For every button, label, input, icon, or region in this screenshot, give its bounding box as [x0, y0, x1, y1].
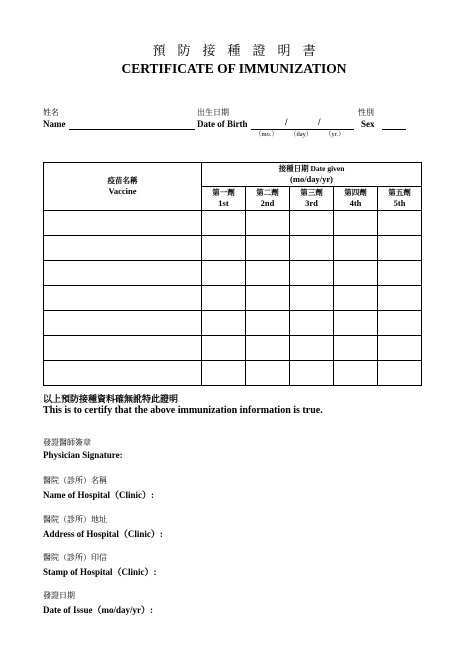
vaccine-name-cell[interactable] [44, 361, 202, 386]
dose-date-cell[interactable] [334, 286, 378, 311]
hospital-stamp-label-en[interactable]: Stamp of Hospital（Clinic）: [43, 567, 157, 577]
dose-header-2: 第二劑 2nd [246, 187, 290, 211]
physician-signature-label-zh: 發證醫師簽章 [43, 438, 91, 447]
table-row [44, 211, 422, 236]
dose-header-3: 第三劑 3rd [290, 187, 334, 211]
dob-year-hint: （yr.） [325, 131, 345, 138]
dose-date-cell[interactable] [290, 211, 334, 236]
dose-date-cell[interactable] [202, 336, 246, 361]
certify-statement-zh: 以上預防接種資料確無訛特此證明 [43, 394, 179, 404]
dob-month-hint: （mo.） [255, 131, 278, 138]
dose-date-cell[interactable] [290, 286, 334, 311]
title-english: CERTIFICATE OF IMMUNIZATION [121, 61, 347, 76]
vaccine-name-cell[interactable] [44, 336, 202, 361]
dob-day-hint: （day） [290, 131, 313, 138]
dose-date-cell[interactable] [378, 286, 422, 311]
dose-date-cell[interactable] [202, 361, 246, 386]
vaccine-header: 疫苗名稱 Vaccine [44, 163, 202, 211]
hospital-name-label-zh: 醫院（診所）名稱 [43, 476, 107, 485]
dose-date-cell[interactable] [334, 211, 378, 236]
sex-field[interactable] [382, 129, 406, 130]
vaccine-name-cell[interactable] [44, 236, 202, 261]
dose-date-cell[interactable] [378, 236, 422, 261]
dose-date-cell[interactable] [246, 286, 290, 311]
dose-date-cell[interactable] [246, 211, 290, 236]
dose-header-1: 第一劑 1st [202, 187, 246, 211]
dose-date-cell[interactable] [334, 261, 378, 286]
name-field[interactable] [69, 129, 195, 130]
hospital-stamp-label-zh: 醫院（診所）印信 [43, 553, 107, 562]
table-row [44, 261, 422, 286]
dose-date-cell[interactable] [246, 361, 290, 386]
dob-label-en: Date of Birth [197, 119, 248, 129]
dose-date-cell[interactable] [334, 361, 378, 386]
dose-date-cell[interactable] [290, 311, 334, 336]
dose-date-cell[interactable] [378, 336, 422, 361]
vaccine-name-cell[interactable] [44, 211, 202, 236]
dose-date-cell[interactable] [246, 236, 290, 261]
hospital-name-label-en[interactable]: Name of Hospital（Clinic）: [43, 490, 154, 500]
dose-date-cell[interactable] [202, 311, 246, 336]
dose-date-cell[interactable] [334, 336, 378, 361]
table-row [44, 311, 422, 336]
dose-date-cell[interactable] [290, 236, 334, 261]
dose-date-cell[interactable] [246, 311, 290, 336]
dose-date-cell[interactable] [202, 236, 246, 261]
dob-separator-2: / [318, 117, 321, 127]
table-row [44, 336, 422, 361]
sex-label-zh: 性別 [358, 108, 374, 117]
name-label-en: Name [43, 119, 66, 129]
table-row [44, 236, 422, 261]
table-row [44, 361, 422, 386]
dob-label-zh: 出生日期 [197, 108, 229, 117]
physician-signature-label-en[interactable]: Physician Signature: [43, 450, 123, 460]
dose-date-cell[interactable] [202, 261, 246, 286]
dose-date-cell[interactable] [290, 336, 334, 361]
dose-date-cell[interactable] [334, 311, 378, 336]
issue-date-label-zh: 發證日期 [43, 591, 75, 600]
dose-date-cell[interactable] [378, 261, 422, 286]
dose-date-cell[interactable] [246, 261, 290, 286]
vaccine-name-cell[interactable] [44, 311, 202, 336]
title-chinese: 預防接種證明書 [152, 43, 328, 58]
date-given-header: 接種日期 Date given (mo/day/yr) [202, 163, 422, 187]
issue-date-label-en[interactable]: Date of Issue（mo/day/yr）: [43, 605, 153, 615]
dose-header-5: 第五劑 5th [378, 187, 422, 211]
dose-date-cell[interactable] [246, 336, 290, 361]
vaccine-name-cell[interactable] [44, 286, 202, 311]
dose-date-cell[interactable] [334, 236, 378, 261]
sex-label-en: Sex [361, 119, 375, 129]
dose-date-cell[interactable] [202, 211, 246, 236]
certify-statement-en: This is to certify that the above immunization information is true. [43, 405, 323, 416]
dose-date-cell[interactable] [378, 211, 422, 236]
dose-date-cell[interactable] [378, 311, 422, 336]
dose-date-cell[interactable] [290, 261, 334, 286]
vaccine-name-cell[interactable] [44, 261, 202, 286]
table-row [44, 286, 422, 311]
vaccine-table [43, 162, 422, 386]
dose-date-cell[interactable] [202, 286, 246, 311]
dose-header-4: 第四劑 4th [334, 187, 378, 211]
dose-date-cell[interactable] [378, 361, 422, 386]
name-label-zh: 姓名 [43, 108, 59, 117]
hospital-address-label-zh: 醫院（診所）地址 [43, 515, 107, 524]
dose-date-cell[interactable] [290, 361, 334, 386]
hospital-address-label-en[interactable]: Address of Hospital（Clinic）: [43, 529, 163, 539]
dob-separator-1: / [285, 117, 288, 127]
